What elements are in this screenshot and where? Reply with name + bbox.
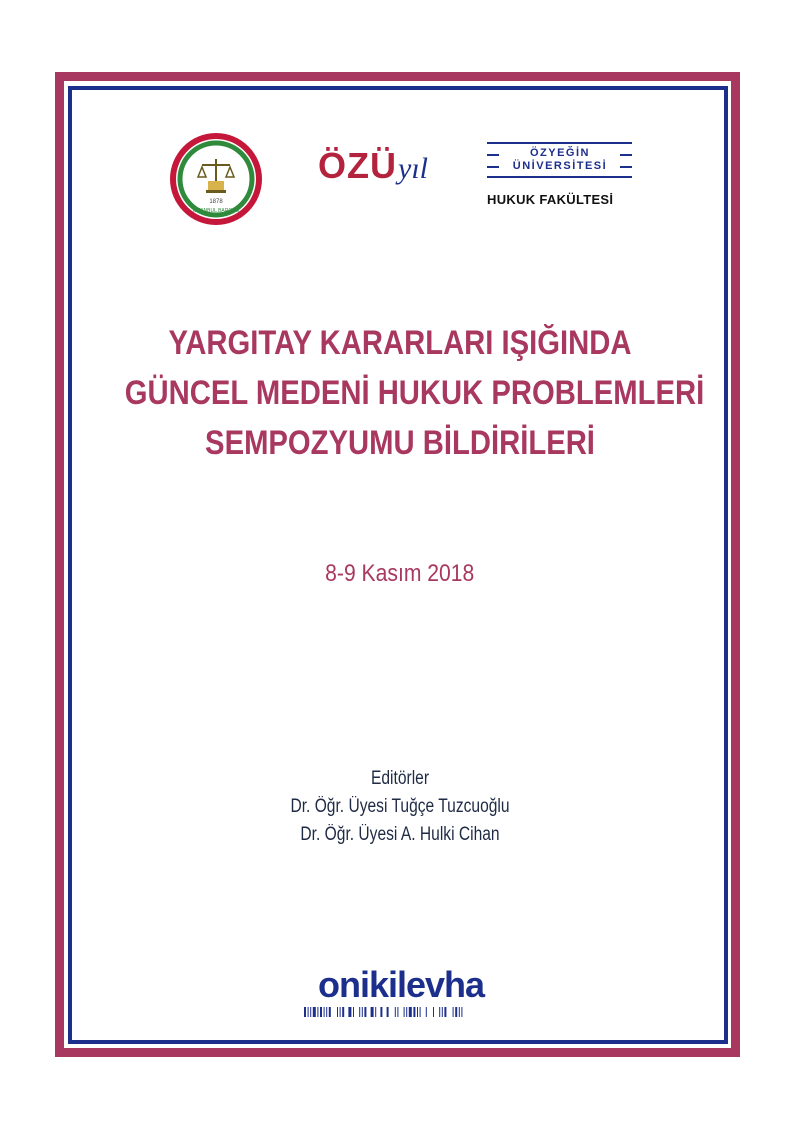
barcode-stripe	[413, 1007, 415, 1017]
ozu-brand-text: ÖZÜ	[318, 145, 397, 186]
ozu-anniversary-logo	[318, 145, 458, 195]
barcode-stripe	[362, 1007, 363, 1017]
barcode-stripe	[442, 1007, 443, 1017]
uni-logo-rule	[487, 154, 499, 156]
barcode-stripe	[417, 1007, 418, 1017]
symposium-date	[200, 560, 600, 588]
ozu-yil-text: yıl	[398, 152, 428, 185]
barcode-stripe	[364, 1007, 366, 1017]
barcode-stripe	[320, 1007, 322, 1017]
barcode-stripe	[439, 1007, 440, 1017]
barcode-stripe	[455, 1007, 457, 1017]
editors-heading: Editörler	[370, 768, 430, 789]
barcode-stripe	[340, 1007, 341, 1017]
barcode-stripe	[310, 1007, 311, 1017]
barcode-stripe	[359, 1007, 360, 1017]
publisher-name: onikilevha	[317, 964, 485, 1005]
barcode-stripe	[304, 1007, 306, 1017]
barcode-stripe	[387, 1007, 389, 1017]
editor-name: Dr. Öğr. Üyesi Tuğçe Tuzcuoğlu	[290, 796, 510, 817]
barcode-stripe	[329, 1007, 331, 1017]
uni-logo-rule	[487, 166, 499, 168]
editors-block	[200, 765, 600, 849]
uni-logo-rule	[620, 154, 632, 156]
barcode-stripe	[426, 1007, 427, 1017]
title-line-3: SEMPOZYUMU BİLDİRİLERİ	[205, 424, 595, 462]
barcode-stripe	[308, 1007, 309, 1017]
seal-name-text: İSTANBUL BAROSU	[192, 208, 240, 214]
barcode-stripe	[324, 1007, 325, 1017]
barcode-stripe	[409, 1007, 412, 1017]
editor-name: Dr. Öğr. Üyesi A. Hulki Cihan	[300, 824, 500, 845]
title-line-2: GÜNCEL MEDENİ HUKUK PROBLEMLERİ	[124, 374, 705, 412]
barcode-stripe	[406, 1007, 407, 1017]
barcode-stripe	[326, 1007, 327, 1017]
barcode-stripe	[444, 1007, 446, 1017]
barcode-stripe	[371, 1007, 374, 1017]
barcode-stripe	[395, 1007, 396, 1017]
barcode-stripe	[313, 1007, 316, 1017]
book-title	[80, 318, 720, 468]
barcode-stripe	[404, 1007, 405, 1017]
barcode-stripe	[375, 1007, 376, 1017]
barcode-stripe	[420, 1007, 421, 1017]
uni-logo-rule	[620, 166, 632, 168]
uni-logo-rule	[487, 176, 632, 178]
publisher-logo	[296, 965, 506, 1025]
title-line-1: YARGITAY KARARLARI IŞIĞINDA	[168, 324, 632, 362]
barcode-stripe	[453, 1007, 454, 1017]
uni-logo-rule	[487, 142, 632, 144]
barcode-icon	[304, 1007, 499, 1017]
uni-name-line1: ÖZYEĞİN	[529, 147, 590, 159]
barcode-stripe	[337, 1007, 338, 1017]
barcode-stripe	[433, 1007, 434, 1017]
barcode-stripe	[397, 1007, 398, 1017]
barcode-stripe	[317, 1007, 318, 1017]
barcode-stripe	[342, 1007, 344, 1017]
bar-association-seal-logo	[168, 131, 264, 227]
faculty-name: HUKUK FAKÜLTESİ	[487, 192, 614, 207]
barcode-stripe	[380, 1007, 382, 1017]
university-logo	[487, 140, 632, 215]
uni-name-line2: ÜNİVERSİTESİ	[512, 160, 608, 172]
date-text: 8-9 Kasım 2018	[325, 560, 475, 587]
barcode-stripe	[353, 1007, 354, 1017]
barcode-stripe	[461, 1007, 462, 1017]
barcode-stripe	[348, 1007, 351, 1017]
seal-year-text: 1878	[209, 199, 223, 205]
barcode-stripe	[459, 1007, 460, 1017]
